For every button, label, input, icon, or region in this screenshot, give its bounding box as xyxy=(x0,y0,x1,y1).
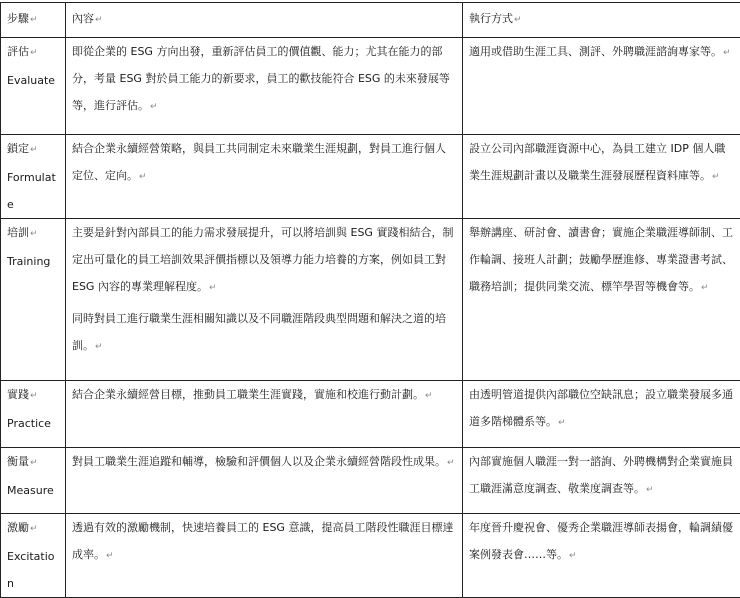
step-zh: 評估 xyxy=(7,45,29,58)
content-cell xyxy=(66,135,463,219)
content-paragraph: 透過有效的激勵機制，快速培養員工的 ESG 意識，提高員工階段性職涯目標達成率。↵ xyxy=(72,514,456,570)
method-cell xyxy=(463,219,740,381)
content-paragraph: 同時對員工進行職業生涯相關知識以及不同職涯階段典型問題和解決之道的培訓。↵ xyxy=(72,305,456,361)
step-en: Training xyxy=(7,248,59,275)
method-text: 舉辦講座、研討會、讀書會；實施企業職涯導師制、工作輪調、接班人計劃；鼓勵學歷進修、專業證書考試、職務培訓；提供同業交流、標竿學習等機會等。↵ xyxy=(469,226,733,293)
content-paragraph: 結合企業永續經營策略，與員工共同制定未來職業生涯規劃，對員工進行個人定位、定向。↵ xyxy=(72,135,456,191)
method-cell xyxy=(463,135,740,219)
content-cell xyxy=(66,219,463,381)
header-method: 執行方式↵ xyxy=(463,3,740,38)
method-cell xyxy=(463,38,740,135)
step-en: Practice xyxy=(7,410,59,437)
step-cell: 激勵↵ Excitation xyxy=(1,514,66,598)
step-cell: 實踐↵ Practice xyxy=(1,381,66,448)
step-cell: 鎖定↵ Formulate xyxy=(1,135,66,219)
method-text: 設立公司內部職涯資源中心，為員工建立 IDP 個人職業生涯規劃計畫以及職業生涯發展歷程資料庫等。↵ xyxy=(469,142,725,182)
table-row xyxy=(1,135,740,219)
step-zh: 激勵 xyxy=(7,521,29,534)
step-en: Formulate xyxy=(7,164,59,218)
method-text: 由透明管道提供內部職位空缺訊息；設立職業發展多通道多階梯體系等。↵ xyxy=(469,388,733,428)
table-header-row xyxy=(1,3,740,38)
header-content: 內容↵ xyxy=(66,3,463,38)
step-en: Measure xyxy=(7,477,59,504)
step-en: Excitation xyxy=(7,543,59,597)
table-row xyxy=(1,514,740,598)
method-text: 內部實施個人職涯一對一諮詢、外聘機構對企業實施員工職涯滿意度調查、敬業度調查等。↵ xyxy=(469,455,733,495)
method-text: 適用或借助生涯工具、測評、外聘職涯諮詢專家等。↵ xyxy=(469,45,731,58)
method-text: 年度晉升慶祝會、優秀企業職涯導師表揚會，輪調績優案例發表會……等。↵ xyxy=(469,521,733,561)
step-cell: 評估↵ Evaluate xyxy=(1,38,66,135)
content-paragraph: 主要是針對內部員工的能力需求發展提升，可以將培訓與 ESG 實踐相結合，制定出可量化的員工培訓效果評價指標以及領導力能力培養的方案，例如員工對 ESG 內容的專業理解程度。↵ xyxy=(72,219,456,302)
content-paragraph: 對員工職業生涯追蹤和輔導，檢驗和評價個人以及企業永續經營階段性成果。↵ xyxy=(72,448,456,477)
method-cell xyxy=(463,381,740,448)
content-paragraph: 即從企業的 ESG 方向出發，重新評估員工的價值觀、能力；尤其在能力的部分，考量 ESG 對於員工能力的新要求，員工的歡技能符合 ESG 的未來發展等等，進行評估。↵ xyxy=(72,38,456,121)
content-cell xyxy=(66,448,463,514)
method-cell xyxy=(463,514,740,598)
header-step: 步驟↵ xyxy=(1,3,66,38)
table-row xyxy=(1,448,740,514)
step-zh: 鎖定 xyxy=(7,142,29,155)
step-zh: 實踐 xyxy=(7,388,29,401)
step-zh: 衡量 xyxy=(7,455,29,468)
step-zh: 培訓 xyxy=(7,226,29,239)
method-cell xyxy=(463,448,740,514)
content-paragraph: 結合企業永續經營目標，推動員工職業生涯實踐，實施和校進行動計劃。↵ xyxy=(72,381,456,410)
table-row xyxy=(1,38,740,135)
step-en: Evaluate xyxy=(7,67,59,94)
content-cell xyxy=(66,381,463,448)
content-cell xyxy=(66,514,463,598)
content-cell xyxy=(66,38,463,135)
step-cell: 培訓↵ Training xyxy=(1,219,66,381)
table-row xyxy=(1,381,740,448)
step-cell: 衡量↵ Measure xyxy=(1,448,66,514)
table-row xyxy=(1,219,740,381)
career-development-table xyxy=(0,2,740,598)
